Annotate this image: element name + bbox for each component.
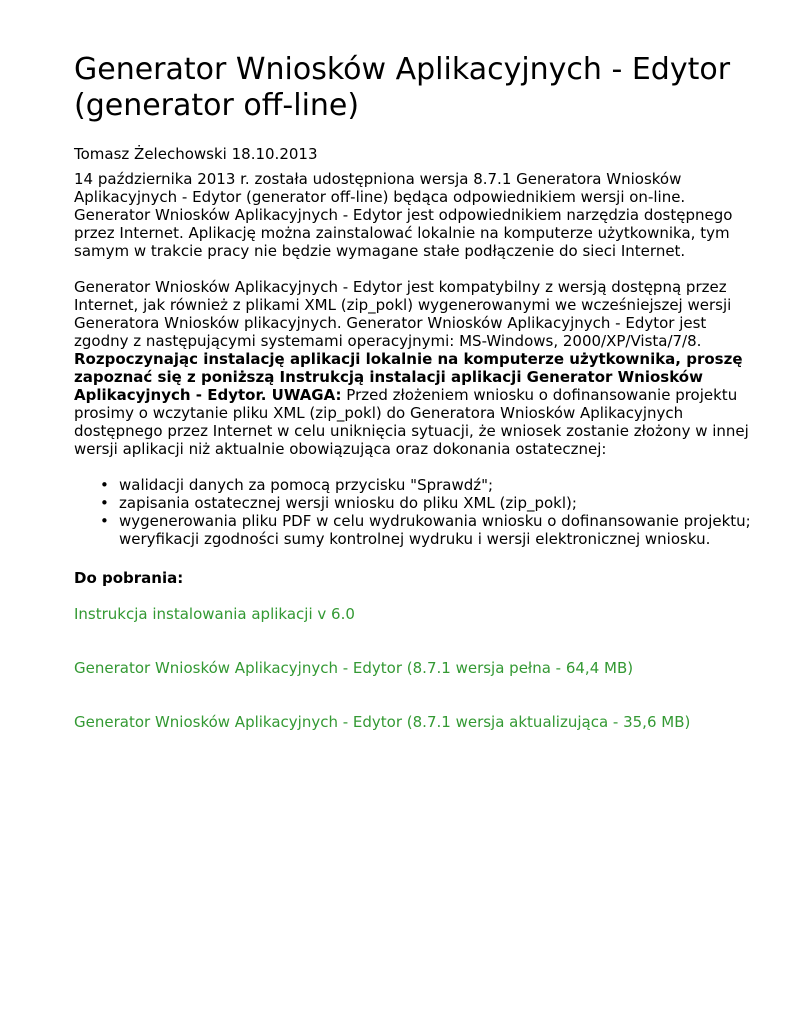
bullet-icon: • xyxy=(100,476,109,494)
bullet-icon: • xyxy=(100,494,109,512)
list-item xyxy=(100,512,761,548)
list-item-text: wygenerowania pliku PDF w celu wydrukowania wniosku o dofinansowanie projektu; xyxy=(119,512,751,530)
publish-date: 18.10.2013 xyxy=(231,145,318,163)
byline xyxy=(74,144,761,164)
download-link-instructions[interactable]: Instrukcja instalowania aplikacji v 6.0 xyxy=(74,605,355,623)
page-title: Generator Wniosków Aplikacyjnych - Edytor (generator off-line) xyxy=(74,52,731,123)
list-item xyxy=(100,476,761,494)
submission-note: Przed złożeniem wniosku o dofinansowanie projektu prosimy o wczytanie pliku XML (zip_pokl) do Generatora Wniosków Aplikacyjnych dostępnego przez Internet w celu uniknięcia sytuacji, że wniosek zostanie złożony w innej wersji aplikacji niż aktualnie obowiązująca oraz dokonania ostatecznej: xyxy=(74,386,749,458)
list-item-text: walidacji danych za pomocą przycisku "Sprawdź"; xyxy=(119,476,494,494)
intro-paragraph: 14 października 2013 r. została udostępniona wersja 8.7.1 Generatora Wniosków Aplikacyjnych - Edytor (generator off-line) będąca odpowiednikiem wersji on-line. Generator Wniosków Aplikacyjnych - Edytor jest odpowiednikiem narzędzia dostępnego przez Internet. Aplikację można zainstalować lokalnie na komputerze użytkownika, tym samym w trakcie pracy nie będzie wymagane stałe podłączenie do sieci Internet. xyxy=(74,170,733,260)
bullet-icon: • xyxy=(100,512,109,530)
author-name: Tomasz Żelechowski xyxy=(74,145,227,163)
final-steps-list xyxy=(74,476,761,548)
downloads-heading: Do pobrania: xyxy=(74,569,184,587)
list-item-text: zapisania ostatecznej wersji wniosku do pliku XML (zip_pokl); xyxy=(119,494,577,512)
install-warning-bold: Rozpoczynając instalację aplikacji lokalnie na komputerze użytkownika, proszę zapoznać się z poniższą Instrukcją instalacji aplikacji Generator Wniosków Aplikacyjnych - Edytor. UWAGA: xyxy=(74,350,743,404)
list-item xyxy=(100,494,761,512)
download-link-full-version[interactable]: Generator Wniosków Aplikacyjnych - Edytor (8.7.1 wersja pełna - 64,4 MB) xyxy=(74,659,634,677)
compatibility-paragraph xyxy=(74,278,761,458)
download-link-update-version[interactable]: Generator Wniosków Aplikacyjnych - Edytor (8.7.1 wersja aktualizująca - 35,6 MB) xyxy=(74,713,691,731)
list-item-text: weryfikacji zgodności sumy kontrolnej wydruku i wersji elektronicznej wniosku. xyxy=(119,530,711,548)
compatibility-text: Generator Wniosków Aplikacyjnych - Edytor jest kompatybilny z wersją dostępną przez Internet, jak również z plikami XML (zip_pokl) wygenerowanymi we wcześniejszej wersji Generatora Wniosków plikacyjnych. Generator Wniosków Aplikacyjnych - Edytor jest zgodny z następującymi systemami operacyjnymi: MS-Windows, 2000/XP/Vista/7/8. xyxy=(74,278,732,350)
